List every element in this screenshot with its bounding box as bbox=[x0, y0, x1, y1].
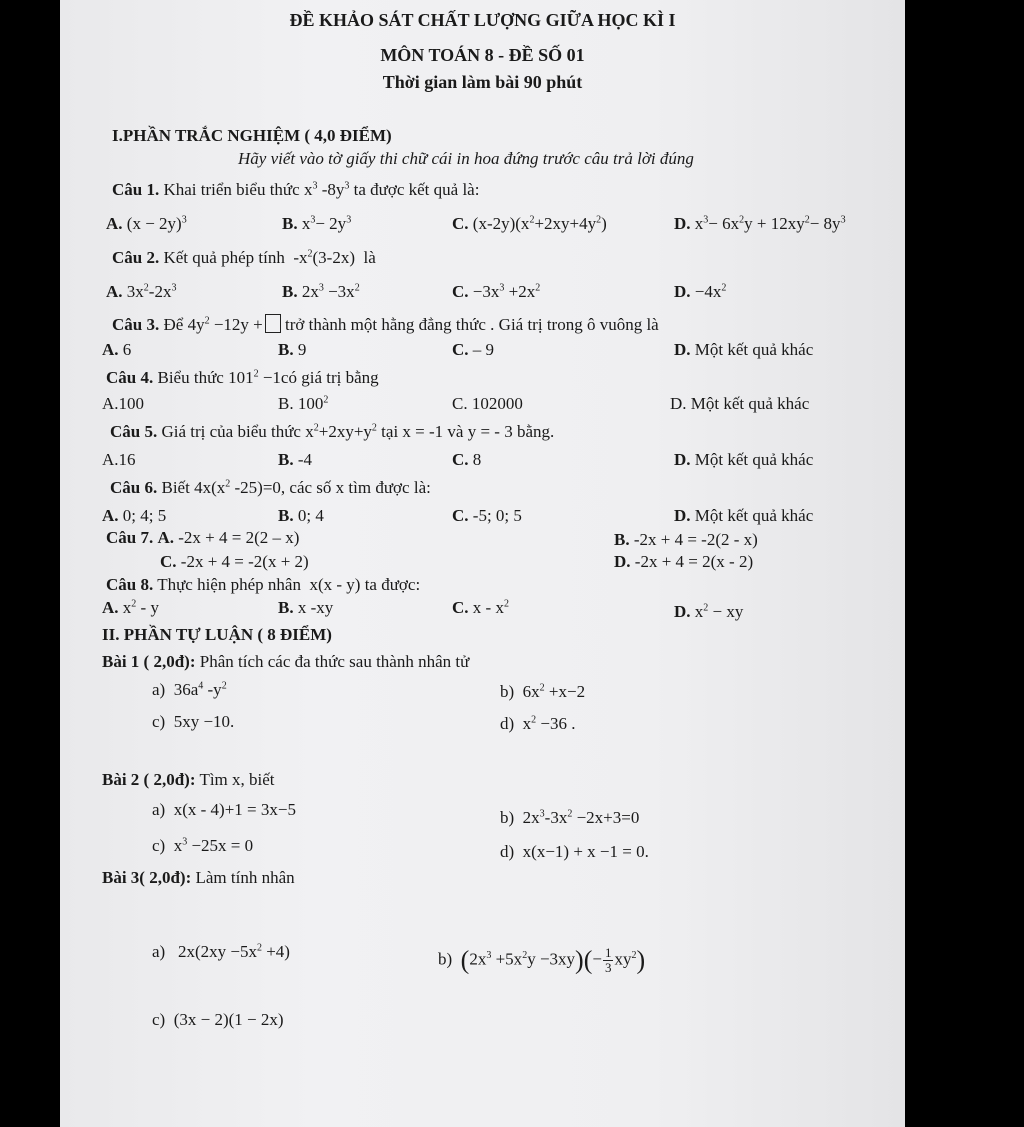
question-6: Câu 6. Biết $4x(x^2$ -25)=0, các số x tìm được là: bbox=[110, 478, 431, 497]
bai2-item-a: a) x(x - 4)+1 = 3x−5 bbox=[152, 800, 296, 819]
q8-option-a: A. $x^2$ - y bbox=[102, 598, 159, 617]
q8-option-d: D. $x^2$ − xy bbox=[674, 602, 744, 621]
q3-option-d: D. Một kết quả khác bbox=[674, 340, 814, 359]
q5-option-a: A.16 bbox=[102, 450, 136, 469]
q7-option-b: B. -2x + 4 = -2(2 - x) bbox=[614, 530, 758, 549]
q5-option-c: C. 8 bbox=[452, 450, 482, 469]
bai3-item-c: c) (3x − 2)(1 − 2x) bbox=[152, 1010, 284, 1029]
q2-option-d: D. $-4x^2$ bbox=[674, 282, 727, 301]
q6-option-d: D. Một kết quả khác bbox=[674, 506, 814, 525]
question-text: ta được: bbox=[364, 575, 421, 594]
bai2-item-c: c) $x^3 -25x = 0$ bbox=[152, 836, 254, 855]
q7-option-d: D. -2x + 4 = 2(x - 2) bbox=[614, 552, 754, 571]
exercise-label: Bài 2 ( 2,0đ): bbox=[102, 770, 196, 789]
q2-option-c: C. $-3x^3 +2x^2$ bbox=[452, 282, 541, 301]
question-label: Câu 5. bbox=[110, 422, 158, 441]
q8-option-c: C. x - $x^2$ bbox=[452, 598, 509, 617]
question-text: Kết quả phép tính bbox=[163, 248, 285, 267]
question-4: Câu 4. Biểu thức $101^2$ −1có giá trị bằng bbox=[106, 368, 379, 387]
q1-option-b: B. $x^3- 2y^3$ bbox=[282, 214, 352, 233]
exercise-text: Tìm x, biết bbox=[199, 770, 275, 789]
exam-paper bbox=[60, 0, 905, 1127]
bai3-item-a: a) $2x(2xy -5x^2 +4)$ bbox=[152, 942, 290, 961]
question-5: Câu 5. Giá trị của biểu thức $x^2+2xy+y^2$ tại x = -1 và y = - 3 bằng. bbox=[110, 422, 555, 441]
q4-option-b: B. $100^2$ bbox=[278, 394, 329, 413]
question-text: có giá trị bằng bbox=[280, 368, 379, 387]
question-text: Biết bbox=[161, 478, 190, 497]
part1-instruction: Hãy viết vào tờ giấy thi chữ cái in hoa đứng trước câu trả lời đúng bbox=[238, 149, 694, 168]
q6-option-b: B. 0; 4 bbox=[278, 506, 324, 525]
q3-option-c: C. – 9 bbox=[452, 340, 495, 359]
question-label: Câu 6. bbox=[110, 478, 158, 497]
q7-option-c: C. -2x + 4 = -2(x + 2) bbox=[160, 552, 309, 571]
q6-option-c: C. -5; 0; 5 bbox=[452, 506, 522, 525]
q6-option-a: A. 0; 4; 5 bbox=[102, 506, 167, 525]
question-1: Câu 1. Khai triển biểu thức $x^3$ $-8y^3$ ta được kết quả là: bbox=[112, 180, 480, 199]
bai-1 bbox=[102, 652, 469, 672]
question-3: Câu 3. Để $4y^2 -12y$ + trở thành một hằng đẳng thức . Giá trị trong ô vuông là bbox=[112, 315, 659, 334]
question-2: Câu 2. Kết quả phép tính $-x^2(3-2x)$ là bbox=[112, 248, 376, 267]
question-text: Thực hiện phép nhân bbox=[157, 575, 301, 594]
q3-option-b: B. 9 bbox=[278, 340, 307, 359]
question-7: Câu 7. A. -2x + 4 = 2(2 – x) bbox=[106, 528, 300, 547]
bai1-item-b: b) $6x^2 +x-2$ bbox=[500, 682, 586, 701]
question-text: là bbox=[363, 248, 376, 267]
q8-option-b: B. x -xy bbox=[278, 598, 334, 617]
question-label: Câu 2. bbox=[112, 248, 160, 267]
q2-option-a: A. $3x^2-2x^3$ bbox=[106, 282, 177, 301]
part2-heading: II. PHẦN TỰ LUẬN ( 8 ĐIỂM) bbox=[102, 625, 332, 644]
q1-option-d: D. $x^3- 6x^2y + 12xy^2- 8y^3$ bbox=[674, 214, 846, 233]
q1-option-c: C. $(x-2y)(x^2+2xy+4y^2)$ bbox=[452, 214, 607, 233]
bai-3 bbox=[102, 868, 295, 888]
exam-title: ĐỀ KHẢO SÁT CHẤT LƯỢNG GIỮA HỌC KÌ I bbox=[289, 10, 676, 30]
part1-heading: I.PHẦN TRẮC NGHIỆM ( 4,0 ĐIỂM) bbox=[112, 126, 392, 145]
q2-option-b: B. $2x^3 -3x^2$ bbox=[282, 282, 360, 301]
question-text: trở thành một hằng đẳng thức . Giá trị trong ô vuông là bbox=[285, 315, 659, 334]
exam-time: Thời gian làm bài 90 phút bbox=[382, 72, 583, 92]
q5-option-b: B. -4 bbox=[278, 450, 313, 469]
exercise-label: Bài 1 ( 2,0đ): bbox=[102, 652, 196, 671]
question-text: Biểu thức bbox=[157, 368, 224, 387]
bai1-item-a: a) $36a^4$ $-y^2$ bbox=[152, 680, 227, 699]
exercise-text: Làm tính nhân bbox=[195, 868, 295, 887]
question-label: Câu 7. bbox=[106, 528, 154, 547]
bai-2 bbox=[102, 770, 275, 790]
question-text: Để bbox=[163, 315, 184, 334]
exam-subject: MÔN TOÁN 8 - ĐỀ SỐ 01 bbox=[380, 45, 585, 65]
q4-option-a: A.100 bbox=[102, 394, 145, 413]
question-label: Câu 8. bbox=[106, 575, 154, 594]
bai2-item-d: d) x(x−1) + x −1 = 0. bbox=[500, 842, 649, 861]
bai3-item-b: b) $(2x^3 +5x^2y -3xy)(-$ $\frac{1}{3}$ $xy^2$) bbox=[438, 945, 646, 975]
question-8: Câu 8. Thực hiện phép nhân x(x - y) ta được: bbox=[106, 575, 421, 594]
bai2-item-b: b) $2x^3-3x^2 -2x+3=0$ bbox=[500, 808, 640, 827]
bai1-item-d: d) $x^2 -36$ . bbox=[500, 714, 576, 733]
question-label: Câu 3. bbox=[112, 315, 160, 334]
q4-option-c: C. 102000 bbox=[452, 394, 523, 413]
exercise-label: Bài 3( 2,0đ): bbox=[102, 868, 192, 887]
question-label: Câu 1. bbox=[112, 180, 160, 199]
q4-option-d: D. Một kết quả khác bbox=[670, 394, 810, 413]
q5-option-d: D. Một kết quả khác bbox=[674, 450, 814, 469]
exercise-text: Phân tích các đa thức sau thành nhân tử bbox=[199, 652, 470, 671]
question-text: ta được kết quả là: bbox=[353, 180, 480, 199]
question-text: Giá trị của biểu thức bbox=[161, 422, 301, 441]
question-text: tại x = -1 và y = - 3 bằng. bbox=[381, 422, 555, 441]
q1-option-a: A. $(x - 2y)^3$ bbox=[106, 214, 187, 233]
fraction-one-third: $\frac{1}{3}$ bbox=[604, 945, 612, 975]
q3-option-a: A. 6 bbox=[102, 340, 132, 359]
q7-option-a: -2x + 4 = 2(2 – x) bbox=[178, 528, 300, 547]
question-text: Khai triển biểu thức bbox=[163, 180, 300, 199]
blank-square bbox=[265, 314, 281, 333]
question-text: , các số x tìm được là: bbox=[280, 478, 431, 497]
question-label: Câu 4. bbox=[106, 368, 154, 387]
bai1-item-c: c) 5xy −10. bbox=[152, 712, 235, 731]
